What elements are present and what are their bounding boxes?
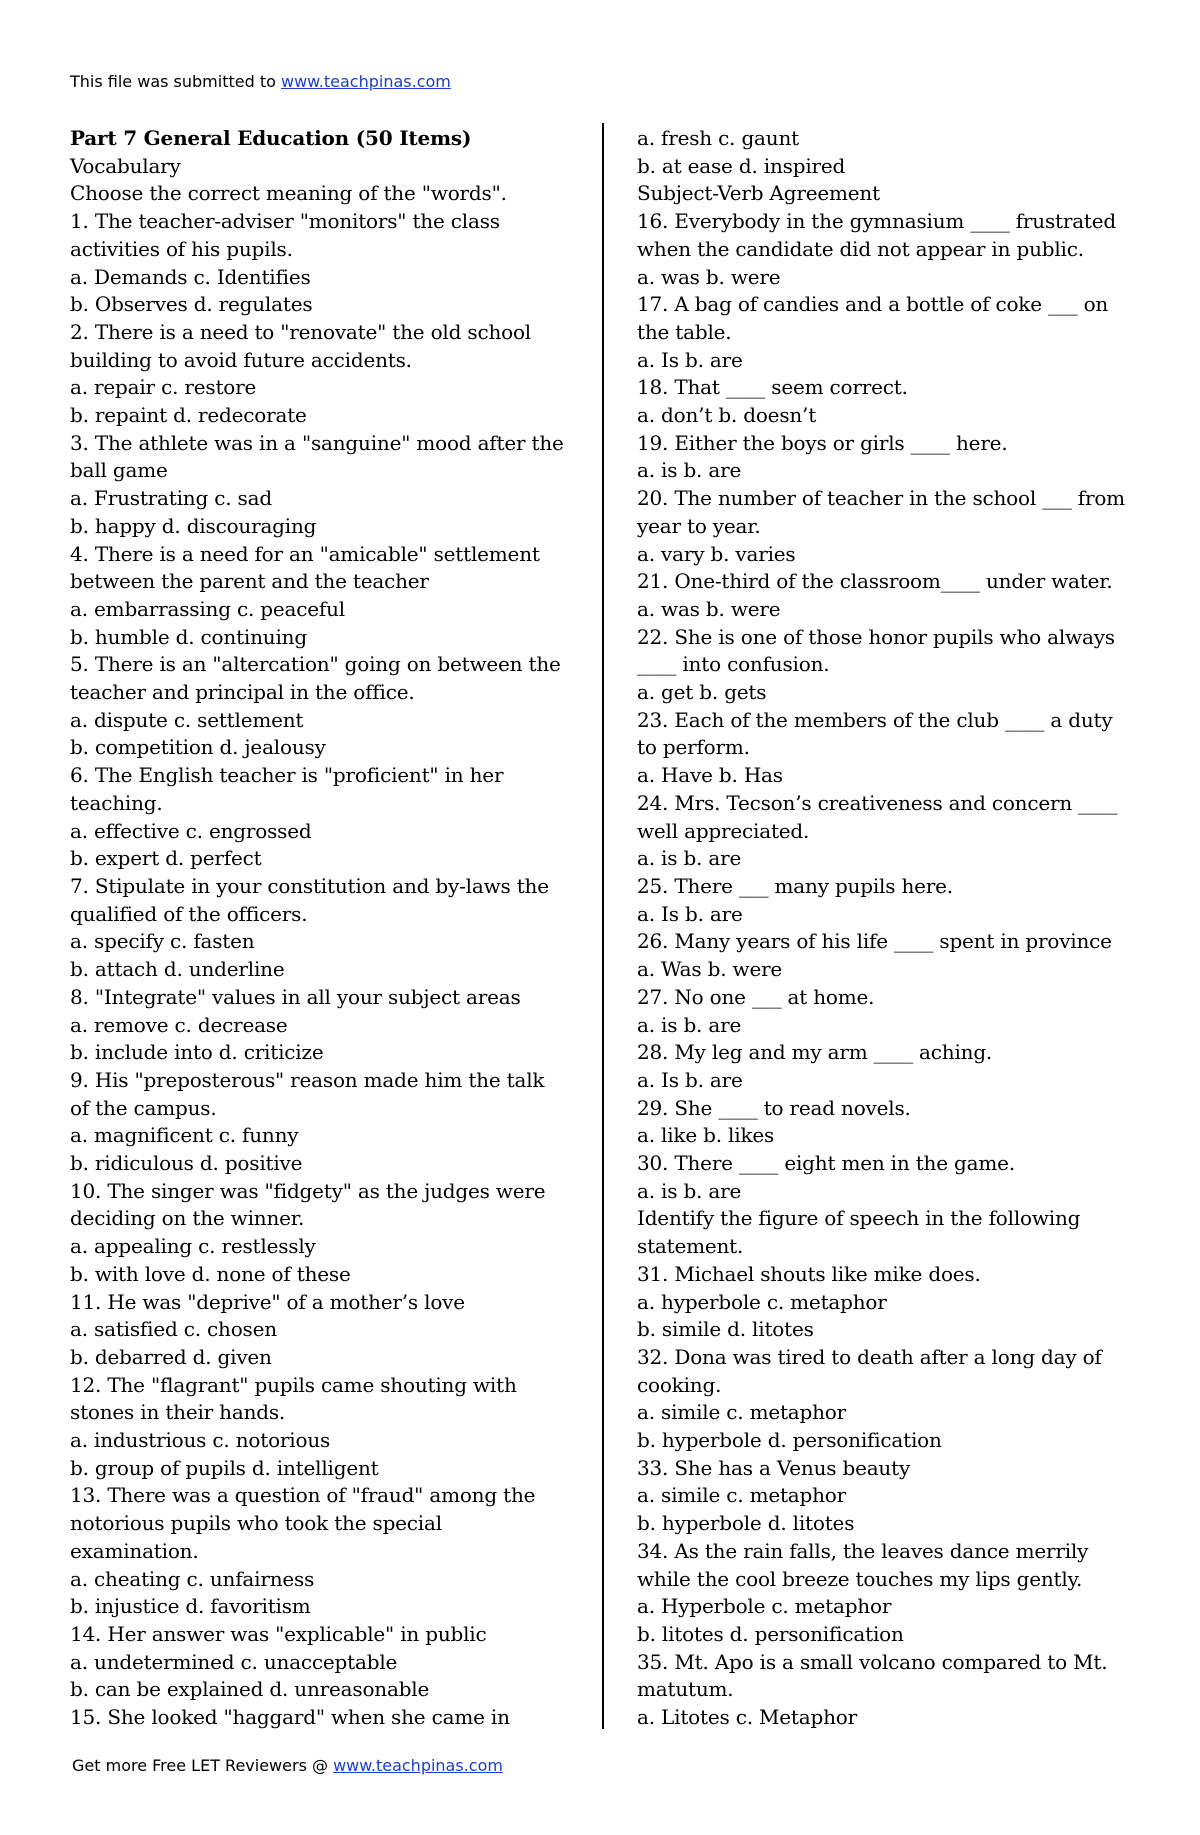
text-line: a. is b. are bbox=[637, 1012, 742, 1037]
text-line: a. Frustrating c. sad bbox=[70, 486, 272, 511]
text-line: a. Is b. are bbox=[637, 901, 743, 926]
text-line: a. Hyperbole c. metaphor bbox=[637, 1594, 892, 1619]
text-line: 1. The teacher-adviser "monitors" the class bbox=[70, 209, 500, 234]
text-line: the table. bbox=[637, 319, 732, 344]
text-line: when the candidate did not appear in public. bbox=[637, 236, 1084, 261]
text-line: b. attach d. underline bbox=[70, 957, 285, 982]
text-line: well appreciated. bbox=[637, 818, 810, 843]
text-line: 30. There ____ eight men in the game. bbox=[637, 1151, 1015, 1176]
page-title: Part 7 General Education (50 Items) bbox=[70, 126, 472, 150]
text-line: 29. She ____ to read novels. bbox=[637, 1095, 911, 1120]
text-line: 12. The "flagrant" pupils came shouting with bbox=[70, 1372, 517, 1397]
text-line: 23. Each of the members of the club ____ a duty bbox=[637, 707, 1113, 732]
text-line: 2. There is a need to "renovate" the old school bbox=[70, 319, 532, 344]
text-line: 24. Mrs. Tecson’s creativeness and concern ____ bbox=[637, 790, 1118, 815]
text-line: a. is b. are bbox=[637, 458, 742, 483]
text-line: a. hyperbole c. metaphor bbox=[637, 1289, 887, 1314]
text-line: 11. He was "deprive" of a mother’s love bbox=[70, 1289, 465, 1314]
text-line: a. embarrassing c. peaceful bbox=[70, 596, 345, 621]
text-line: notorious pupils who took the special bbox=[70, 1511, 442, 1536]
text-line: Identify the figure of speech in the following bbox=[637, 1206, 1081, 1231]
text-line: teacher and principal in the office. bbox=[70, 680, 415, 705]
text-line: between the parent and the teacher bbox=[70, 569, 429, 594]
header-text: This file was submitted to bbox=[70, 72, 281, 91]
text-line: 6. The English teacher is "proficient" in her bbox=[70, 763, 504, 788]
page-footer bbox=[72, 1756, 503, 1775]
text-line: a. was b. were bbox=[637, 264, 781, 289]
text-line: 4. There is a need for an "amicable" settlement bbox=[70, 541, 540, 566]
text-line: b. humble d. continuing bbox=[70, 624, 307, 649]
text-line: b. Observes d. regulates bbox=[70, 292, 313, 317]
text-line: activities of his pupils. bbox=[70, 236, 293, 261]
text-line: 5. There is an "altercation" going on between the bbox=[70, 652, 561, 677]
text-line: a. Is b. are bbox=[637, 347, 743, 372]
text-line: 20. The number of teacher in the school ___ from bbox=[637, 486, 1125, 511]
text-line: b. include into d. criticize bbox=[70, 1040, 324, 1065]
text-line: a. Demands c. Identifies bbox=[70, 264, 311, 289]
text-line: b. hyperbole d. litotes bbox=[637, 1511, 855, 1536]
text-line: teaching. bbox=[70, 790, 163, 815]
text-line: 19. Either the boys or girls ____ here. bbox=[637, 430, 1008, 455]
text-line: a. appealing c. restlessly bbox=[70, 1234, 316, 1259]
text-line: a. dispute c. settlement bbox=[70, 707, 304, 732]
text-line: 3. The athlete was in a "sanguine" mood after the bbox=[70, 430, 564, 455]
text-line: b. litotes d. personification bbox=[637, 1621, 904, 1646]
text-line: 32. Dona was tired to death after a long day of bbox=[637, 1344, 1102, 1369]
text-line: 17. A bag of candies and a bottle of coke ___ on bbox=[637, 292, 1109, 317]
text-line: a. Have b. Has bbox=[637, 763, 783, 788]
text-line: 13. There was a question of "fraud" among the bbox=[70, 1483, 536, 1508]
column-divider bbox=[602, 123, 604, 1729]
text-line: a. simile c. metaphor bbox=[637, 1400, 847, 1425]
text-line: b. group of pupils d. intelligent bbox=[70, 1455, 379, 1480]
text-line: b. with love d. none of these bbox=[70, 1261, 351, 1286]
text-line: Vocabulary bbox=[70, 153, 181, 178]
text-line: a. was b. were bbox=[637, 596, 781, 621]
text-line: b. ridiculous d. positive bbox=[70, 1151, 303, 1176]
text-line: 16. Everybody in the gymnasium ____ frustrated bbox=[637, 209, 1117, 234]
text-line: b. at ease d. inspired bbox=[637, 153, 846, 178]
text-line: a. don’t b. doesn’t bbox=[637, 403, 817, 428]
text-line: to perform. bbox=[637, 735, 750, 760]
text-line: examination. bbox=[70, 1538, 199, 1563]
text-line: Subject-Verb Agreement bbox=[637, 181, 880, 206]
text-line: 22. She is one of those honor pupils who always bbox=[637, 624, 1115, 649]
text-line: qualified of the officers. bbox=[70, 901, 308, 926]
text-line: 15. She looked "haggard" when she came in bbox=[70, 1705, 510, 1730]
text-line: a. get b. gets bbox=[637, 680, 767, 705]
text-line: cooking. bbox=[637, 1372, 722, 1397]
text-line: a. is b. are bbox=[637, 1178, 742, 1203]
text-line: a. Was b. were bbox=[637, 957, 783, 982]
text-line: a. like b. likes bbox=[637, 1123, 775, 1148]
text-line: b. repaint d. redecorate bbox=[70, 403, 307, 428]
text-line: of the campus. bbox=[70, 1095, 217, 1120]
text-line: 33. She has a Venus beauty bbox=[637, 1455, 911, 1480]
text-line: a. Litotes c. Metaphor bbox=[637, 1705, 857, 1730]
text-line: b. can be explained d. unreasonable bbox=[70, 1677, 430, 1702]
text-line: matutum. bbox=[637, 1677, 734, 1702]
text-line: 27. No one ___ at home. bbox=[637, 984, 875, 1009]
text-line: a. satisfied c. chosen bbox=[70, 1317, 277, 1342]
text-line: 34. As the rain falls, the leaves dance merrily bbox=[637, 1538, 1089, 1563]
text-line: ball game bbox=[70, 458, 168, 483]
text-line: 31. Michael shouts like mike does. bbox=[637, 1261, 981, 1286]
text-line: b. simile d. litotes bbox=[637, 1317, 814, 1342]
text-line: b. debarred d. given bbox=[70, 1344, 272, 1369]
text-line: a. Is b. are bbox=[637, 1067, 743, 1092]
footer-link[interactable]: www.teachpinas.com bbox=[333, 1756, 503, 1775]
text-line: a. magnificent c. funny bbox=[70, 1123, 299, 1148]
text-line: a. undetermined c. unacceptable bbox=[70, 1649, 398, 1674]
left-column bbox=[70, 125, 590, 1732]
text-line: 10. The singer was "fidgety" as the judges were bbox=[70, 1178, 546, 1203]
text-line: a. cheating c. unfairness bbox=[70, 1566, 315, 1591]
text-line: b. hyperbole d. personification bbox=[637, 1428, 942, 1453]
header-link[interactable]: www.teachpinas.com bbox=[281, 72, 451, 91]
text-line: a. remove c. decrease bbox=[70, 1012, 288, 1037]
text-line: 25. There ___ many pupils here. bbox=[637, 873, 953, 898]
text-line: b. injustice d. favoritism bbox=[70, 1594, 311, 1619]
text-line: a. effective c. engrossed bbox=[70, 818, 312, 843]
text-line: year to year. bbox=[637, 513, 761, 538]
text-line: a. industrious c. notorious bbox=[70, 1428, 331, 1453]
text-line: a. is b. are bbox=[637, 846, 742, 871]
text-line: 35. Mt. Apo is a small volcano compared to Mt. bbox=[637, 1649, 1108, 1674]
text-line: 26. Many years of his life ____ spent in province bbox=[637, 929, 1112, 954]
text-line: 14. Her answer was "explicable" in public bbox=[70, 1621, 487, 1646]
text-line: b. competition d. jealousy bbox=[70, 735, 326, 760]
text-line: Choose the correct meaning of the "words". bbox=[70, 181, 507, 206]
text-line: 9. His "preposterous" reason made him the talk bbox=[70, 1067, 545, 1092]
text-line: a. fresh c. gaunt bbox=[637, 126, 799, 150]
page-header bbox=[70, 72, 451, 91]
text-line: a. repair c. restore bbox=[70, 375, 257, 400]
text-line: a. specify c. fasten bbox=[70, 929, 255, 954]
text-line: stones in their hands. bbox=[70, 1400, 286, 1425]
text-line: a. simile c. metaphor bbox=[637, 1483, 847, 1508]
text-line: 21. One-third of the classroom____ under water. bbox=[637, 569, 1113, 594]
right-column bbox=[637, 125, 1157, 1732]
text-line: building to avoid future accidents. bbox=[70, 347, 412, 372]
text-line: statement. bbox=[637, 1234, 744, 1259]
text-line: 18. That ____ seem correct. bbox=[637, 375, 908, 400]
text-line: b. happy d. discouraging bbox=[70, 513, 317, 538]
text-line: a. vary b. varies bbox=[637, 541, 796, 566]
text-line: b. expert d. perfect bbox=[70, 846, 262, 871]
text-line: ____ into confusion. bbox=[637, 652, 830, 677]
text-line: 28. My leg and my arm ____ aching. bbox=[637, 1040, 993, 1065]
text-line: 7. Stipulate in your constitution and by-laws the bbox=[70, 873, 549, 898]
text-line: deciding on the winner. bbox=[70, 1206, 305, 1231]
footer-text: Get more Free LET Reviewers @ bbox=[72, 1756, 334, 1775]
text-line: 8. "Integrate" values in all your subject areas bbox=[70, 984, 521, 1009]
text-line: while the cool breeze touches my lips gently. bbox=[637, 1566, 1083, 1591]
